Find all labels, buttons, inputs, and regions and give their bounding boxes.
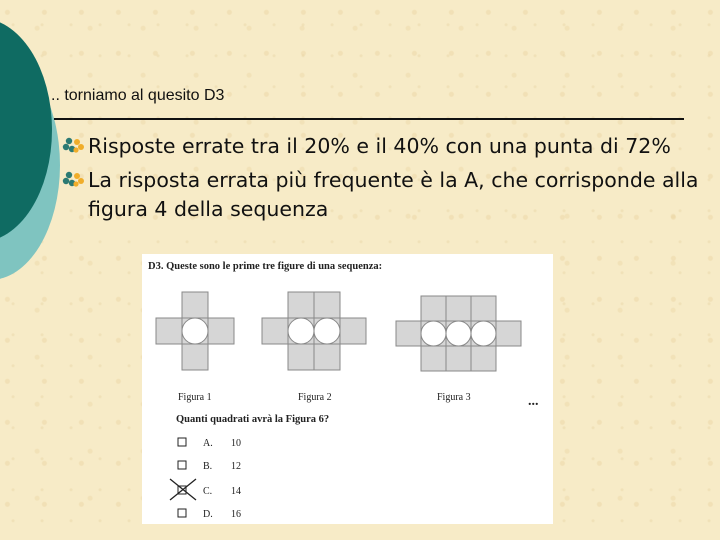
option-b-value: 12 [231,461,241,472]
figura-3-label: Figura 3 [437,392,471,403]
flower-bullet-icon [62,136,86,156]
bullet-text: Risposte errate tra il 20% e il 40% con una punta di 72% [88,134,671,158]
question-header: D3. Queste sono le prime tre figure di una sequenza: [148,261,383,272]
slide-subtitle: .. torniamo al quesito D3 [51,87,225,104]
option-d-letter: D. [203,509,213,520]
sequence-ellipsis: ... [528,394,539,409]
option-c-letter: C. [203,486,213,497]
question-figure [142,254,553,524]
question-figure-svg [142,254,553,524]
bullet-text: La risposta errata più frequente è la A, che corrisponde alla figura 4 della sequenza [88,168,699,221]
flower-bullet-icon [62,170,86,190]
option-a-letter: A. [203,438,213,449]
option-d[interactable] [178,509,241,520]
bullet-item [62,166,702,224]
option-b[interactable] [178,461,241,472]
figura-3 [396,296,521,371]
figura-2 [262,292,366,370]
figura-1-label: Figura 1 [178,392,212,403]
figura-1 [156,292,234,370]
option-c-value: 14 [231,486,241,497]
option-a-checkbox[interactable] [178,438,186,446]
option-d-checkbox[interactable] [178,509,186,517]
figura-2-label: Figura 2 [298,392,332,403]
option-c[interactable] [170,479,241,500]
option-d-value: 16 [231,509,241,520]
option-c-cross-mark-icon [170,479,196,500]
option-a-value: 10 [231,438,241,449]
option-b-checkbox[interactable] [178,461,186,469]
bullet-item [62,132,702,161]
option-b-letter: B. [203,461,213,472]
option-a[interactable] [178,438,241,449]
bullet-list [62,132,702,229]
title-divider [54,118,684,120]
question-prompt: Quanti quadrati avrà la Figura 6? [176,414,330,425]
